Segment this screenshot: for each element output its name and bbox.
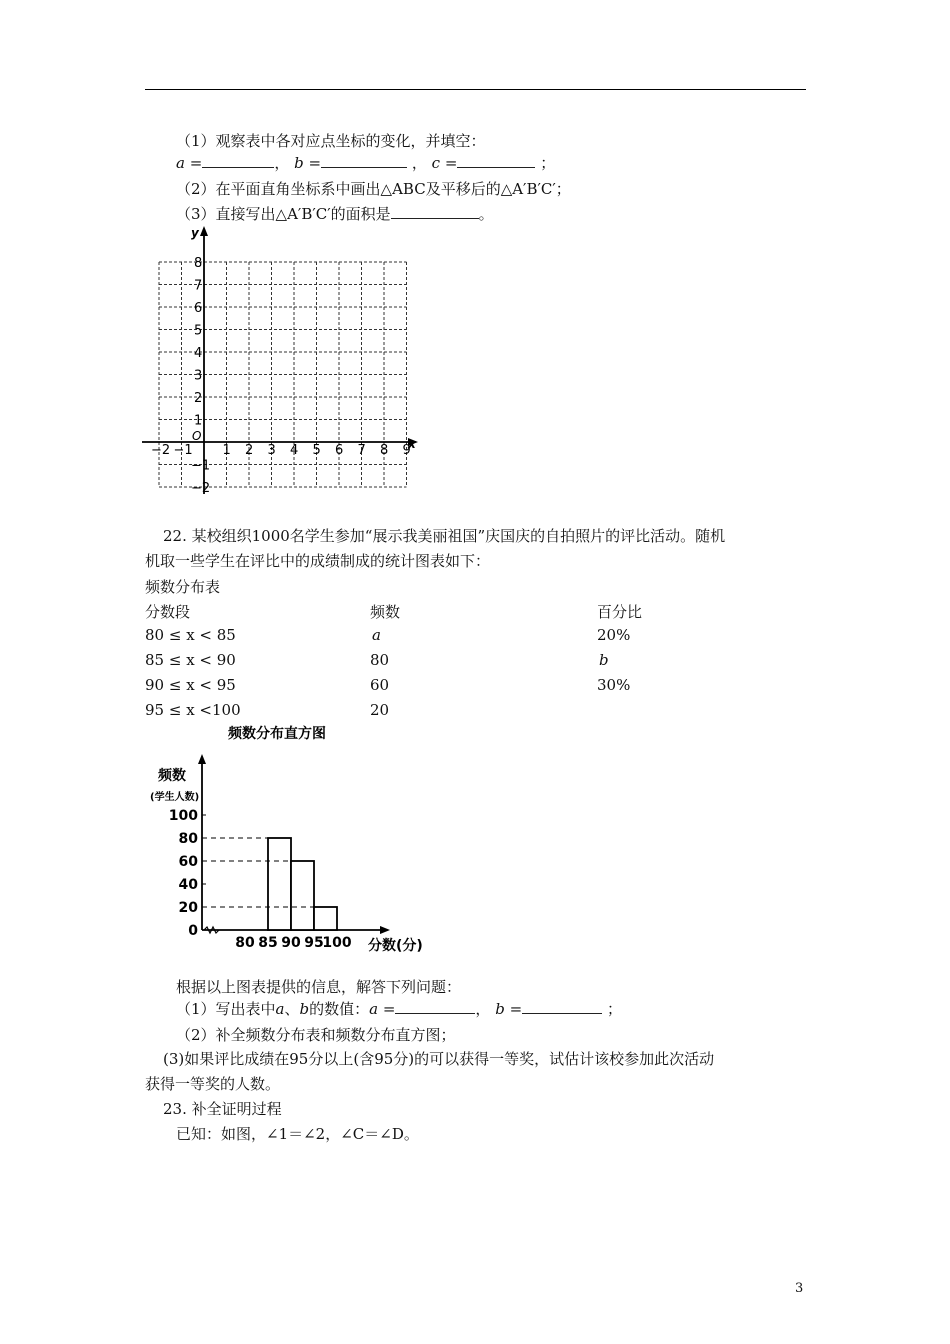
chart-xlabel: 分数(分) <box>368 938 423 954</box>
chart-ylabel: 频数 <box>158 768 186 784</box>
chart-x-arrow <box>380 926 390 934</box>
blank-a-value[interactable] <box>395 1013 475 1014</box>
table-row-freq: 80 <box>370 651 390 669</box>
histogram-bar <box>314 907 337 930</box>
histogram-bar <box>291 861 314 930</box>
blank-b[interactable] <box>321 167 407 168</box>
x-tick-label: 1 <box>222 443 231 458</box>
q21-fill-line: a = ， b = ， c = ； <box>176 154 556 172</box>
y-tick-label: 100 <box>168 808 198 824</box>
table-row-pct: 30% <box>597 676 631 694</box>
chart-ylabel-sub: (学生人数) <box>150 792 200 803</box>
histogram-bar <box>268 838 291 930</box>
blank-c[interactable] <box>457 167 535 168</box>
origin-label: O <box>192 429 202 443</box>
x-tick-label: 85 <box>258 935 278 951</box>
table-row-range: 95 ≤ x <100 <box>145 701 241 719</box>
y-tick-label: −1 <box>191 458 211 474</box>
x-tick-label: 80 <box>235 935 255 951</box>
x-tick-label: 8 <box>380 443 389 458</box>
table-row-pct: b <box>599 651 609 669</box>
header-rule <box>145 89 806 90</box>
q22-part1: （1）写出表中a、b的数值：a = ， b = ； <box>176 1000 622 1018</box>
x-tick-label: 7 <box>357 443 366 458</box>
x-tick-label: 9 <box>402 443 411 458</box>
y-tick-label: 1 <box>194 413 203 429</box>
q23-given: 已知：如图，∠1＝∠2，∠C＝∠D。 <box>176 1125 419 1143</box>
coordinate-grid <box>140 224 425 496</box>
x-tick-label: 2 <box>245 443 254 458</box>
x-tick-label: −2 <box>151 443 171 458</box>
table-header-freq: 频数 <box>370 603 401 621</box>
q22-part3-line2: 获得一等奖的人数。 <box>145 1075 281 1093</box>
q23-title: 23. 补全证明过程 <box>163 1100 282 1118</box>
table-row-range: 90 ≤ x < 95 <box>145 676 236 694</box>
table-title: 频数分布表 <box>145 578 221 596</box>
table-row-range: 85 ≤ x < 90 <box>145 651 236 669</box>
blank-a[interactable] <box>202 167 274 168</box>
x-tick-label: 100 <box>322 935 352 951</box>
table-header-range: 分数段 <box>145 603 191 621</box>
y-tick-label: 80 <box>178 831 198 847</box>
x-tick-label: −1 <box>173 443 193 458</box>
x-axis-label: x <box>408 437 416 451</box>
y-tick-label: 7 <box>194 278 203 294</box>
y-tick-label: 40 <box>178 877 198 893</box>
y-tick-label: 20 <box>178 900 198 916</box>
table-row-range: 80 ≤ x < 85 <box>145 626 236 644</box>
y-tick-label: 0 <box>188 923 198 939</box>
chart-y-arrow <box>198 754 206 764</box>
y-tick-label: 8 <box>194 256 203 271</box>
y-axis-arrow <box>200 226 208 236</box>
y-tick-label: 6 <box>194 301 203 316</box>
x-tick-label: 5 <box>312 443 321 458</box>
y-tick-label: 60 <box>178 854 198 870</box>
chart-title: 频数分布直方图 <box>228 726 326 742</box>
blank-area[interactable] <box>391 218 479 219</box>
blank-b-value[interactable] <box>522 1013 602 1014</box>
x-tick-label: 90 <box>281 935 301 951</box>
table-row-freq: 60 <box>370 676 390 694</box>
q22-intro-1: 22. 某校组织1000名学生参加“展示我美丽祖国”庆国庆的自拍照片的评比活动。随机 <box>163 527 726 545</box>
table-row-pct: 20% <box>597 626 631 644</box>
y-tick-label: −2 <box>191 481 211 496</box>
x-tick-label: 3 <box>267 443 276 458</box>
y-tick-label: 2 <box>194 391 203 406</box>
q22-part3-line1: (3)如果评比成绩在95分以上(含95分)的可以获得一等奖，试估计该校参加此次活动 <box>163 1050 715 1068</box>
table-row-freq: 20 <box>370 701 390 719</box>
answer-intro: 根据以上图表提供的信息，解答下列问题： <box>176 978 462 996</box>
x-tick-label: 4 <box>290 443 299 458</box>
x-tick-label: 95 <box>304 935 324 951</box>
y-axis-label: y <box>191 226 199 240</box>
q21-part2: （2）在平面直角坐标系中画出△ABC及平移后的△A′B′C′； <box>176 180 571 198</box>
y-tick-label: 4 <box>194 346 203 361</box>
q21-part3: （3）直接写出△A′B′C′的面积是 。 <box>176 205 494 223</box>
y-tick-label: 3 <box>194 368 203 384</box>
page-number: 3 <box>795 1281 804 1296</box>
q21-part1: （1）观察表中各对应点坐标的变化，并填空： <box>176 132 486 150</box>
grid-labels <box>151 226 417 496</box>
q22-intro-2: 机取一些学生在评比中的成绩制成的统计图表如下： <box>145 552 491 570</box>
table-row-freq: a <box>372 626 381 644</box>
q22-part2: （2）补全频数分布表和频数分布直方图； <box>176 1026 456 1044</box>
y-tick-label: 5 <box>194 323 203 339</box>
histogram-chart <box>150 722 450 958</box>
x-tick-label: 6 <box>335 443 344 458</box>
table-header-pct: 百分比 <box>597 603 643 621</box>
